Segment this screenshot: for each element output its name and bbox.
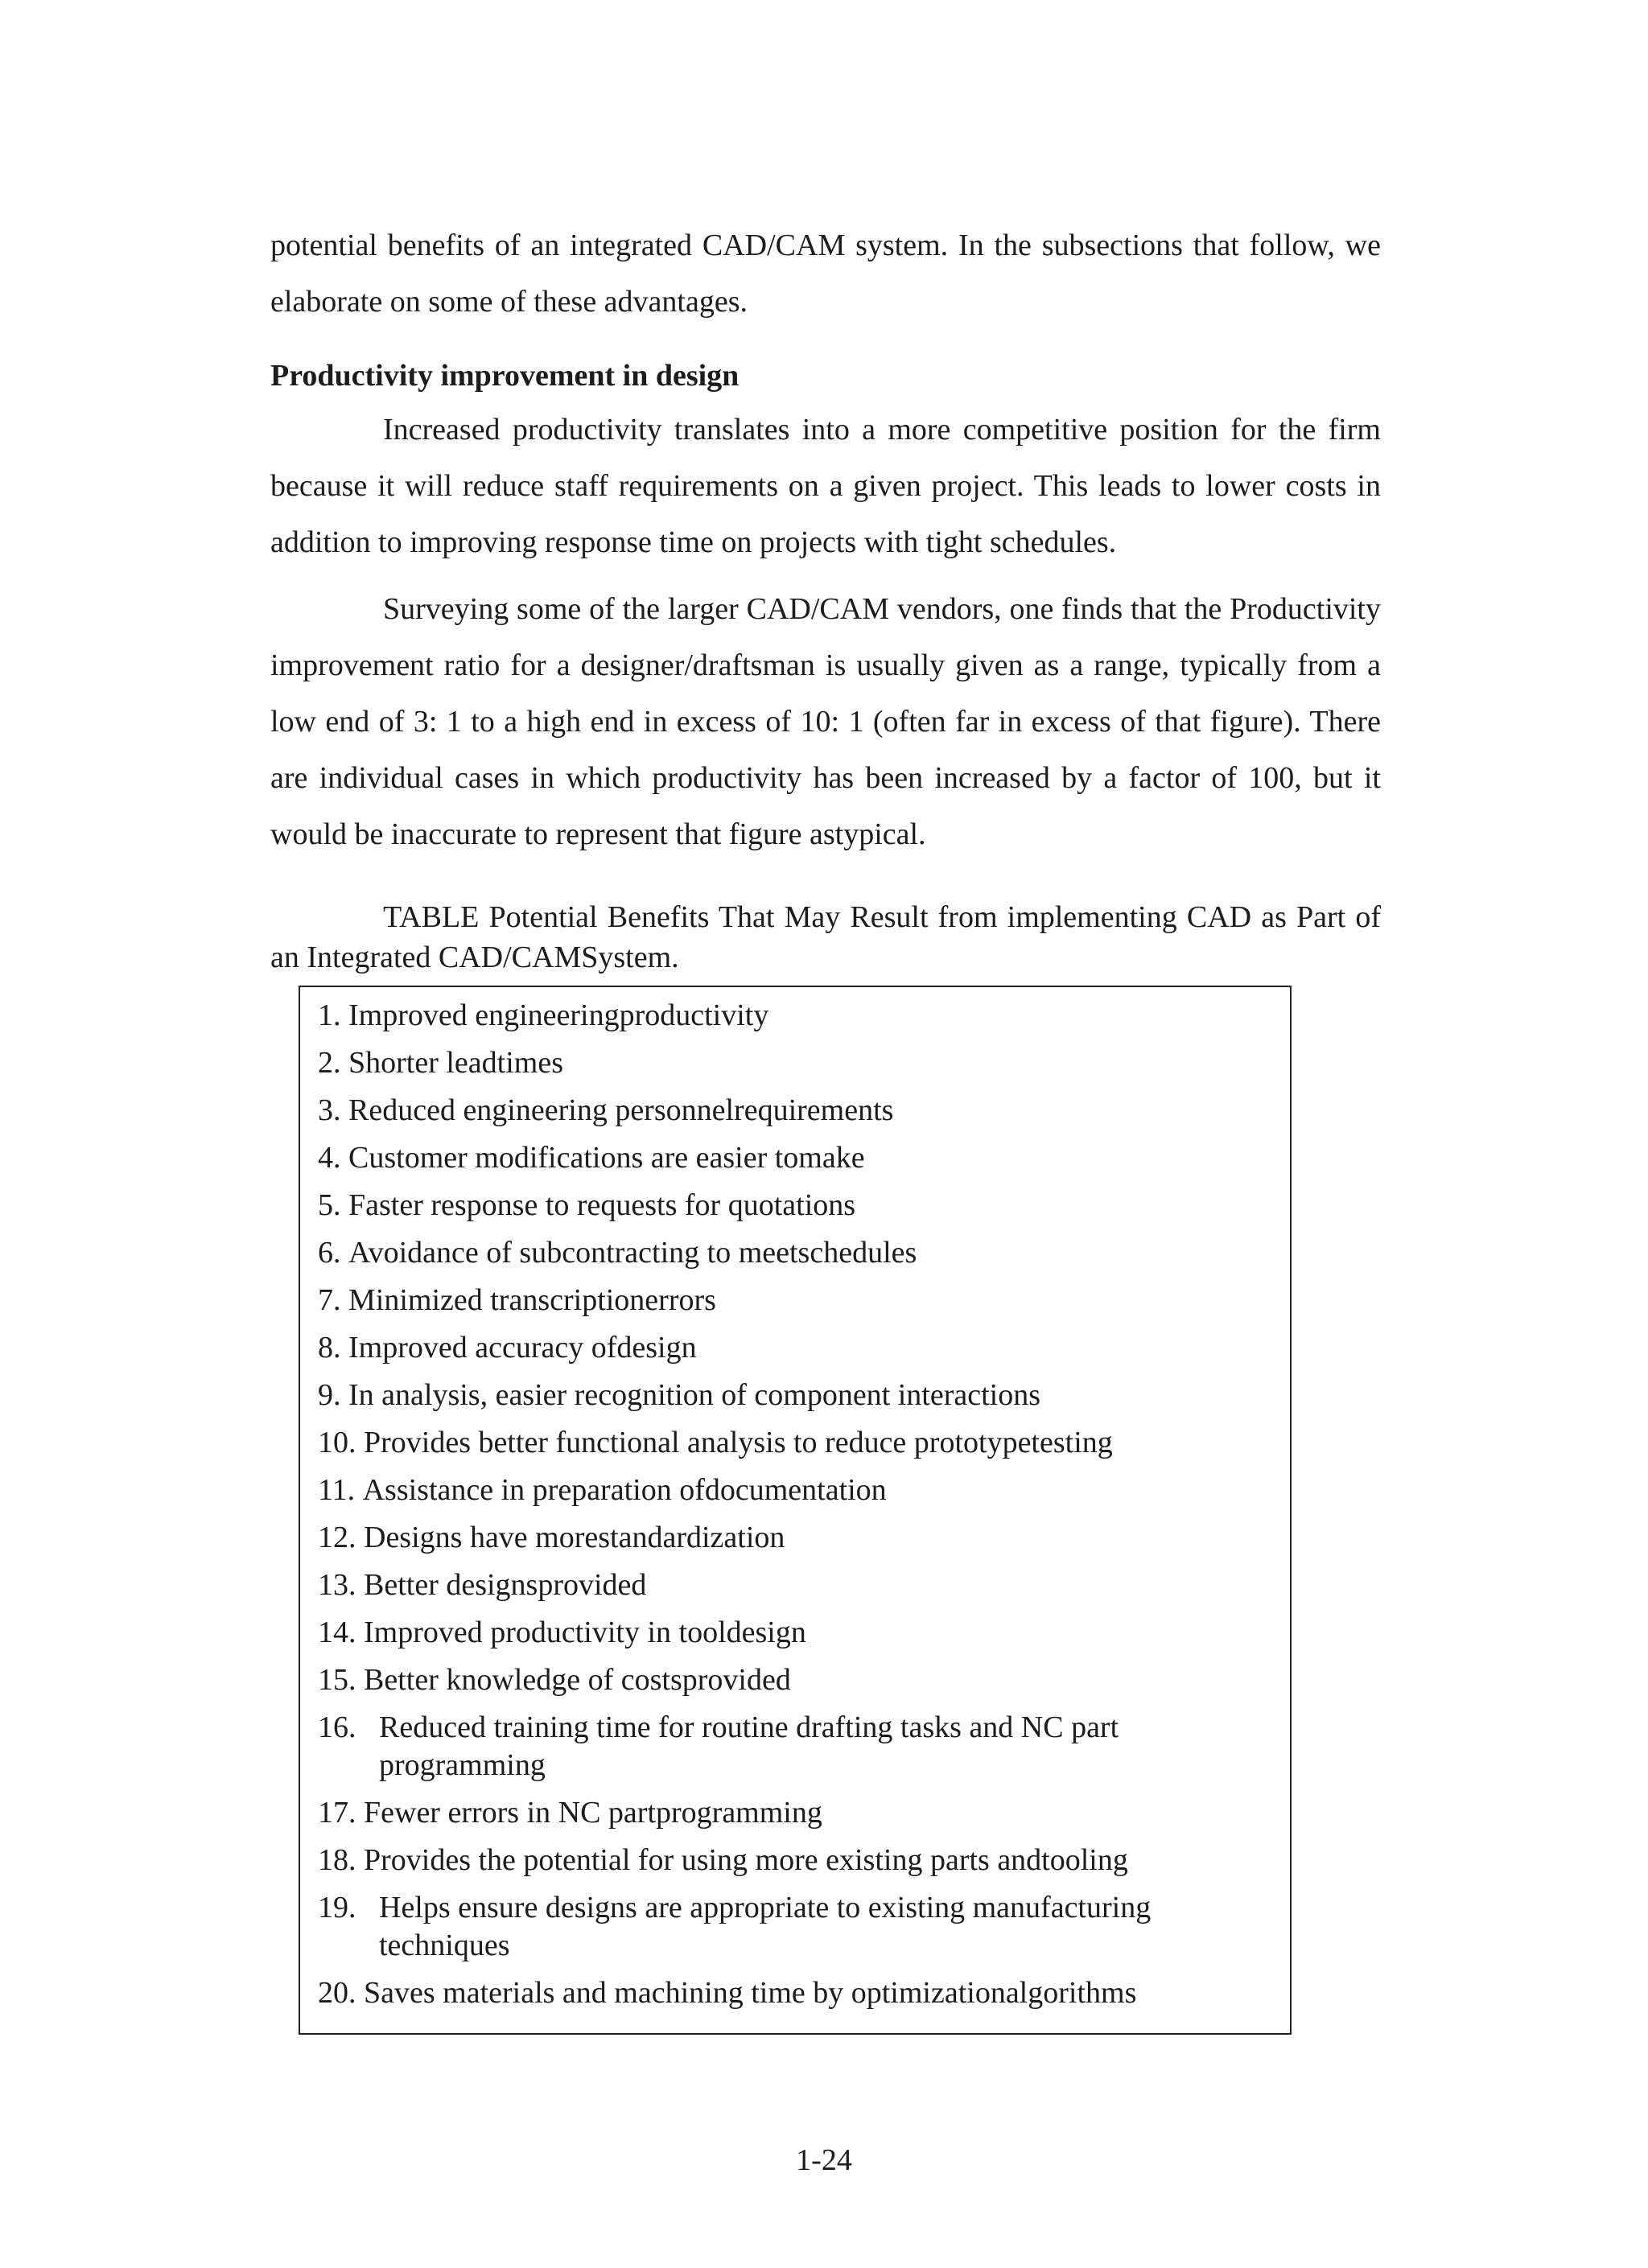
- benefit-number: 13.: [318, 1568, 364, 1602]
- benefit-text: Improved engineeringproductivity: [348, 998, 769, 1032]
- benefits-table: [299, 986, 1292, 2035]
- table-caption: TABLE Potential Benefits That May Result from implementing CAD as Part of an Integrated CAD/CAMSystem.: [270, 900, 1381, 974]
- benefit-text: Helps ensure designs are appropriate to existing manufacturing techniques: [379, 1891, 1152, 1962]
- benefit-number: 4.: [318, 1141, 348, 1175]
- benefit-number: 15.: [318, 1663, 364, 1697]
- benefit-number: 9.: [318, 1378, 348, 1412]
- benefit-text: Assistance in preparation ofdocumentation: [362, 1473, 887, 1507]
- benefit-item-14: [318, 1614, 1275, 1652]
- benefit-number: 14.: [318, 1616, 364, 1649]
- benefit-number: 11.: [318, 1473, 363, 1507]
- benefit-number: 7.: [318, 1283, 348, 1317]
- benefit-number: 1.: [318, 998, 348, 1032]
- benefit-text: Provides better functional analysis to reduce prototypetesting: [364, 1426, 1113, 1459]
- benefit-number: 19.: [318, 1891, 356, 1924]
- benefit-text: Customer modifications are easier tomake: [348, 1141, 865, 1175]
- benefit-item-3: [318, 1092, 1275, 1130]
- benefit-item-15: [318, 1661, 1275, 1699]
- section-heading: Productivity improvement in design: [270, 359, 740, 393]
- benefit-item-6: [318, 1234, 1275, 1272]
- benefit-text: Reduced training time for routine drafting tasks and NC part programming: [379, 1710, 1119, 1782]
- benefit-item-20: [318, 1974, 1275, 2012]
- benefit-item-4: [318, 1139, 1275, 1177]
- benefit-text: Improved productivity in tooldesign: [364, 1616, 806, 1649]
- benefit-text: Better designsprovided: [364, 1568, 647, 1602]
- benefit-text: Provides the potential for using more existing parts andtooling: [364, 1843, 1128, 1877]
- benefit-text: Improved accuracy ofdesign: [348, 1331, 697, 1365]
- benefit-item-8: [318, 1329, 1275, 1367]
- benefit-text: Better knowledge of costsprovided: [364, 1663, 791, 1697]
- benefit-item-7: [318, 1282, 1275, 1319]
- benefit-text: Minimized transcriptionerrors: [348, 1283, 716, 1317]
- benefit-number: 8.: [318, 1331, 348, 1365]
- benefit-number: 3.: [318, 1093, 348, 1127]
- benefit-text: Avoidance of subcontracting to meetschedules: [348, 1236, 917, 1270]
- benefit-number: 2.: [318, 1046, 348, 1080]
- benefit-item-1: [318, 997, 1275, 1035]
- benefit-text: Reduced engineering personnelrequirements: [348, 1093, 894, 1127]
- benefit-item-13: [318, 1566, 1275, 1604]
- benefit-number: 12.: [318, 1521, 364, 1554]
- benefit-number: 20.: [318, 1976, 364, 2010]
- intro-paragraph: potential benefits of an integrated CAD/CAM system. In the subsections that follow, we elaborate on some of these advantages.: [270, 228, 1381, 319]
- benefit-item-18: [318, 1842, 1275, 1879]
- benefit-number: 16.: [318, 1710, 356, 1744]
- benefit-item-10: [318, 1424, 1275, 1462]
- benefit-number: 5.: [318, 1188, 348, 1222]
- benefit-item-9: [318, 1377, 1275, 1414]
- benefit-item-16: [318, 1709, 1275, 1784]
- benefits-list: [318, 997, 1275, 2022]
- benefit-text: Designs have morestandardization: [364, 1521, 785, 1554]
- body-paragraph-2: Surveying some of the larger CAD/CAM vendors, one finds that the Productivity improvement ratio for a designer/draftsman is usually given as a range, typically from a low end of 3: 1 to a high end in excess of 10: 1 (often far in excess of that figure). There are individual cases in which productivity has been increased by a factor of 100, but it would be inaccurate to represent that figure astypical.: [270, 592, 1381, 851]
- benefit-item-12: [318, 1519, 1275, 1557]
- page-number: 1-24: [796, 2143, 852, 2177]
- benefit-number: 18.: [318, 1843, 364, 1877]
- benefit-item-2: [318, 1044, 1275, 1082]
- benefit-text: Faster response to requests for quotations: [348, 1188, 856, 1222]
- benefit-number: 17.: [318, 1796, 364, 1830]
- benefit-text: In analysis, easier recognition of component interactions: [348, 1378, 1041, 1412]
- benefit-number: 6.: [318, 1236, 348, 1270]
- benefit-text: Shorter leadtimes: [348, 1046, 563, 1080]
- benefit-item-11: [318, 1472, 1275, 1509]
- benefit-number: 10.: [318, 1426, 364, 1459]
- benefit-text: Fewer errors in NC partprogramming: [364, 1796, 822, 1830]
- body-paragraph-1: Increased productivity translates into a more competitive position for the firm because it will reduce staff requirements on a given project. This leads to lower costs in addition to improving response time on projects with tight schedules.: [270, 413, 1381, 559]
- benefit-item-19: [318, 1889, 1275, 1965]
- benefit-item-17: [318, 1794, 1275, 1832]
- benefit-text: Saves materials and machining time by optimizationalgorithms: [364, 1976, 1137, 2010]
- benefit-item-5: [318, 1187, 1275, 1225]
